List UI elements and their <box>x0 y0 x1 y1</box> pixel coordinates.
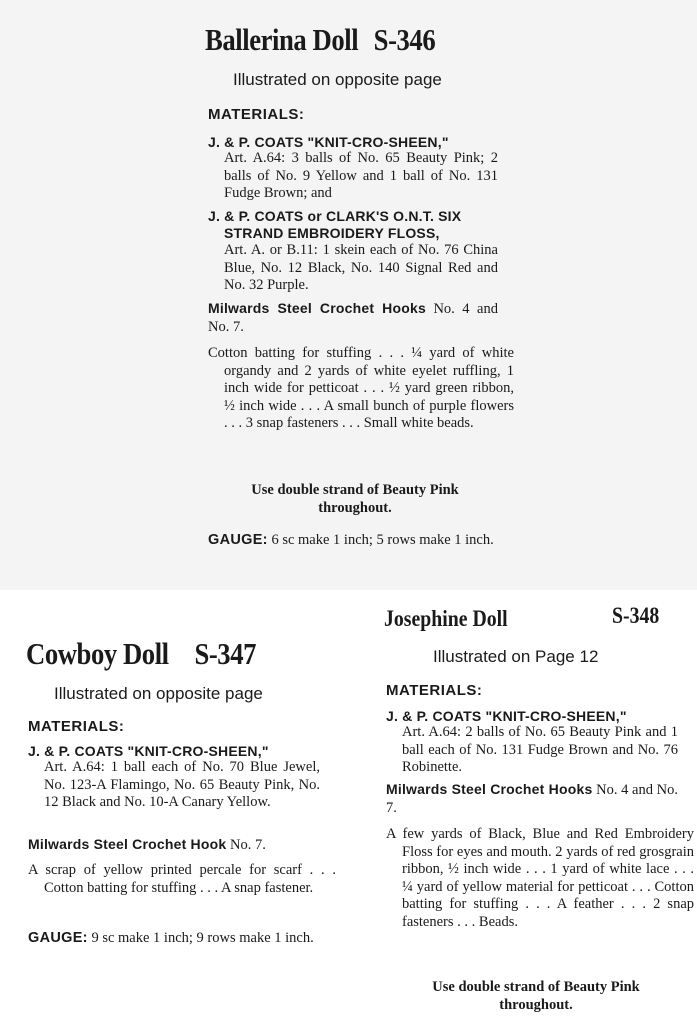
josephine-hooks-label: Milwards Steel Crochet Hooks <box>386 781 593 797</box>
ballerina-materials-heading: MATERIALS: <box>208 106 305 123</box>
cowboy-materials-heading: MATERIALS: <box>28 718 125 735</box>
ballerina-code: S-346 <box>373 22 436 57</box>
cowboy-thread1 <box>28 743 320 812</box>
ballerina-thread1 <box>208 134 498 203</box>
ballerina-notions: Cotton batting for stuffing . . . ¼ yard of white organdy and 2 yards of white eyelet ruffling, 1 inch wide for petticoat . . . ½ yard green ribbon, ½ inch wide . . . A small bunch of purple flowers . . . 3 snap fasteners . . . Small white beads. <box>208 345 514 431</box>
ballerina-thread1-details: Art. A.64: 3 balls of No. 65 Beauty Pink; 2 balls of No. 9 Yellow and 1 ball of No. 131 Fudge Brown; and <box>224 150 498 201</box>
josephine-hooks <box>386 781 678 817</box>
ballerina-thread1-brand: J. & P. COATS "KNIT-CRO-SHEEN," <box>208 134 449 150</box>
josephine-hooks-sizes: No. 4 and No. 7. <box>386 782 678 816</box>
josephine-thread1-brand: J. & P. COATS "KNIT-CRO-SHEEN," <box>386 708 627 724</box>
cowboy-title: Cowboy Doll <box>26 636 169 671</box>
cowboy-gauge-label: GAUGE: <box>28 930 88 946</box>
josephine-thread1-details: Art. A.64: 2 balls of No. 65 Beauty Pink and 1 ball each of No. 131 Fudge Brown and No. 76 Robinette. <box>402 724 678 775</box>
ballerina-hooks <box>208 300 498 336</box>
cowboy-hooks <box>28 836 328 855</box>
cowboy-code: S-347 <box>194 636 257 671</box>
ballerina-illustrated-note: Illustrated on opposite page <box>233 70 442 89</box>
cowboy-title-line <box>26 636 256 672</box>
cowboy-illustrated-note: Illustrated on opposite page <box>54 684 263 703</box>
josephine-notions: A few yards of Black, Blue and Red Embroidery Floss for eyes and mouth. 2 yards of red grosgrain ribbon, ½ inch wide . . . 1 yard of white lace . . . ¼ yard of yellow material for petticoat . . . Cotton batting for stuffing . . . A feather . . . 2 snap fasteners . . . Beads. <box>386 826 694 930</box>
cowboy-hooks-sizes: No. 7. <box>229 837 266 853</box>
ballerina-gauge-label: GAUGE: <box>208 532 268 548</box>
ballerina-gauge-text: 6 sc make 1 inch; 5 rows make 1 inch. <box>271 532 494 548</box>
ballerina-hooks-label: Milwards Steel Crochet Hooks <box>208 300 426 316</box>
ballerina-hooks-sizes: No. 4 and No. 7. <box>208 301 498 335</box>
ballerina-thread2-details: Art. A. or B.11: 1 skein each of No. 76 China Blue, No. 12 Black, No. 140 Signal Red and No. 32 Purple. <box>224 242 498 293</box>
josephine-materials-heading: MATERIALS: <box>386 682 483 699</box>
ballerina-title: Ballerina Doll <box>205 22 359 57</box>
josephine-code: S-348 <box>612 603 660 628</box>
josephine-title: Josephine Doll <box>384 606 508 631</box>
ballerina-thread2 <box>208 208 498 295</box>
cowboy-notions: A scrap of yellow printed percale for scarf . . . Cotton batting for stuffing . . . A snap fastener. <box>28 862 336 896</box>
cowboy-hooks-label: Milwards Steel Crochet Hook <box>28 836 227 852</box>
josephine-strand-note: Use double strand of Beauty Pink throughout. <box>432 979 640 1013</box>
josephine-thread1 <box>386 708 678 777</box>
ballerina-thread2-brand: J. & P. COATS or CLARK'S O.N.T. SIX STRAND EMBROIDERY FLOSS, <box>208 208 462 241</box>
josephine-illustrated-note: Illustrated on Page 12 <box>433 647 599 666</box>
cowboy-gauge-text: 9 sc make 1 inch; 9 rows make 1 inch. <box>91 930 314 946</box>
ballerina-strand-note: Use double strand of Beauty Pink throughout. <box>251 482 459 516</box>
ballerina-gauge <box>208 532 514 550</box>
cowboy-thread1-details: Art. A.64: 1 ball each of No. 70 Blue Jewel, No. 123-A Flamingo, No. 65 Beauty Pink, No. 12 Black and No. 10-A Canary Yellow. <box>44 759 320 810</box>
cowboy-gauge <box>28 930 336 948</box>
ballerina-title-line <box>205 22 435 58</box>
cowboy-thread1-brand: J. & P. COATS "KNIT-CRO-SHEEN," <box>28 743 269 759</box>
